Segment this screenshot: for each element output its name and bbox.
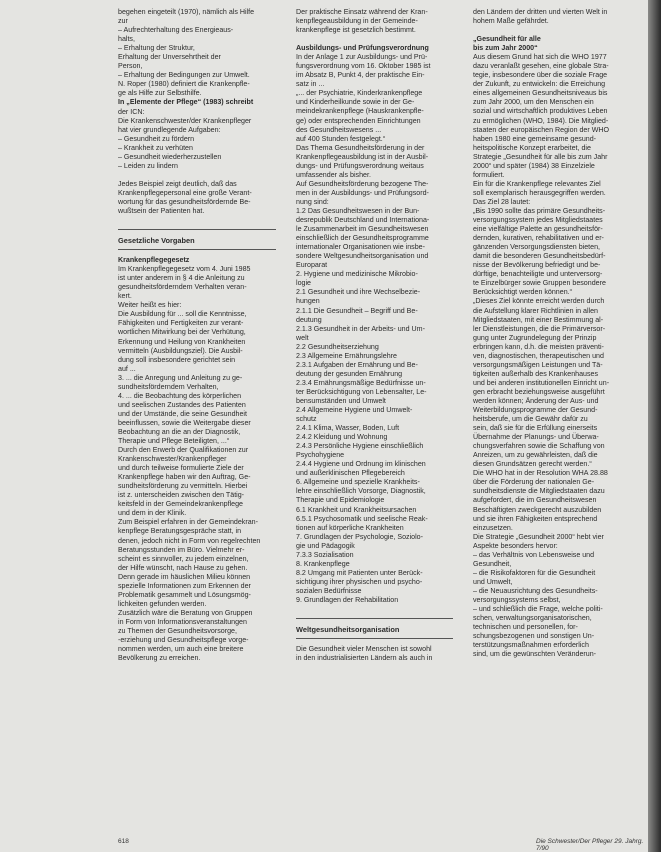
subheading-line: Krankenpflegegesetz bbox=[118, 256, 190, 265]
text-line: 4. ... die Beobachtung des körperlichen bbox=[118, 391, 242, 400]
text-line: 2.4.2 Kleidung und Wohnung bbox=[296, 433, 388, 442]
text-line: in den industrialisierten Ländern als auch in bbox=[296, 654, 433, 663]
text-line: Mitgliedstaaten, mit einer Bestimmung al- bbox=[473, 315, 604, 324]
text-line: hohem Maße gefährdet. bbox=[473, 17, 549, 26]
text-line: – Leiden zu lindern bbox=[118, 161, 178, 170]
section-rule bbox=[118, 249, 276, 250]
text-line: beeinflussen, sowie die Weitergabe dieser bbox=[118, 418, 251, 427]
text-line: Der praktische Einsatz während der Kran- bbox=[296, 8, 428, 16]
text-line: und außerklinischen Pflegebereich bbox=[296, 469, 405, 478]
spacer bbox=[296, 35, 453, 44]
text-line: lehre einschließlich Vorsorge, Diagnostik, bbox=[296, 487, 426, 496]
text-line: nung sind: bbox=[296, 197, 329, 206]
text-line: wußtsein der Patienten hat. bbox=[118, 206, 205, 215]
text-line: hat vier grundlegende Aufgaben: bbox=[118, 125, 221, 134]
text-line: welt bbox=[296, 333, 309, 342]
text-line: 2.3 Allgemeine Ernährungslehre bbox=[296, 351, 397, 360]
text-line: 6. Allgemeine und spezielle Krankheits- bbox=[296, 478, 420, 487]
text-line: Erkennung und Heilung von Krankheiten bbox=[118, 337, 246, 346]
text-line: „Dieses Ziel könnte erreicht werden durch bbox=[473, 297, 605, 306]
text-line: sundheitsdienste die Mitgliedstaaten dazu bbox=[473, 487, 605, 496]
text-line: 2. Hygiene und medizinische Mikrobio- bbox=[296, 270, 418, 279]
text-line: internationaler Organisationen wie insbe- bbox=[296, 243, 425, 252]
text-line: – und schließlich die Frage, welche politi- bbox=[473, 605, 603, 614]
text-line: 2.1 Gesundheit und ihre Wechselbezie- bbox=[296, 288, 421, 297]
text-line: technischen und personellen, for- bbox=[473, 623, 578, 632]
spacer bbox=[118, 171, 276, 180]
text-line: ist unter anderem in § 4 die Anleitung zu bbox=[118, 274, 245, 283]
text-line: Problematik gesammelt und Lösungsmög- bbox=[118, 590, 251, 599]
text-line: Jedes Beispiel zeigt deutlich, daß das bbox=[118, 179, 237, 188]
text-line: zu ermöglichen (WHO, 1984). Die Mitglied- bbox=[473, 116, 609, 125]
text-line: 9. Grundlagen der Rehabilitation bbox=[296, 596, 399, 604]
text-line: 3. ... die Anregung und Anleitung zu ge- bbox=[118, 373, 243, 382]
text-line: N. Roper (1980) definiert die Krankenpfle- bbox=[118, 80, 250, 89]
text-line: Krankenpflegepersonal eine große Verant- bbox=[118, 188, 252, 197]
text-line: lichkeiten gefunden werden. bbox=[118, 599, 207, 608]
text-line: Beratungsstunden im Büro. Vielmehr er- bbox=[118, 545, 245, 554]
text-line: – Erhaltung der Struktur, bbox=[118, 44, 195, 53]
text-line: 1.2 Das Gesundheitswesen in der Bun- bbox=[296, 206, 420, 215]
text-line: erbringen kann, d.h. die meisten präventi- bbox=[473, 342, 604, 351]
text-line: begehen eingeteilt (1970), nämlich als Hilfe bbox=[118, 8, 255, 16]
journal-footer: Die Schwester/Der Pfleger 29. Jahrg. 7/90 bbox=[536, 838, 644, 852]
text-line: spezielle Informationen zum Erkennen der bbox=[118, 581, 251, 590]
text-line: sozial und wirtschaftlich produktives Leben bbox=[473, 107, 608, 116]
text-line: Durch den Erwerb der Qualifikationen zur bbox=[118, 446, 249, 455]
text-line: Krankenschwester/Krankenpfleger bbox=[118, 455, 227, 464]
text-line: schungsbezogenen und sonstigen Un- bbox=[473, 632, 595, 641]
text-line: le Zusammenarbeit im Gesundheitswesen bbox=[296, 225, 429, 234]
text-line: Das Thema Gesundheitsförderung in der bbox=[296, 143, 425, 152]
text-line: dürftige, benachteiligte und unterversorg- bbox=[473, 270, 603, 279]
text-line: zu Themen der Gesundheitsvorsorge, bbox=[118, 627, 237, 635]
text-line: – das Verhältnis von Lebensweise und bbox=[473, 550, 595, 559]
text-line: 2.4.3 Persönliche Hygiene einschließlich bbox=[296, 442, 424, 451]
text-line: – Erhaltung der Bedingungen zur Umwelt. bbox=[118, 71, 250, 80]
text-line: Zusätzlich wäre die Beratung von Gruppen bbox=[118, 608, 253, 617]
text-line: Weiterbildungsprogramme der Gesund- bbox=[473, 406, 598, 415]
text-line: auf ... bbox=[118, 364, 136, 373]
text-line: Person, bbox=[118, 62, 143, 71]
section-rule bbox=[118, 229, 276, 230]
text-line: Weiter heißt es hier: bbox=[118, 301, 182, 310]
text-line: tionen auf körperliche Krankheiten bbox=[296, 523, 404, 532]
section-rule bbox=[296, 638, 453, 639]
text-line: dungs- und Prüfungsverordnung weitaus bbox=[296, 161, 424, 170]
text-line: Die Strategie „Gesundheit 2000“ hebt vier bbox=[473, 532, 604, 541]
text-line: „... der Psychiatrie, Kinderkrankenpflege bbox=[296, 89, 423, 98]
text-line: meindekrankenpflege (Hauskrankenpfle- bbox=[296, 107, 424, 116]
text-line: soll exemplarisch herausgegriffen werden. bbox=[473, 188, 606, 197]
text-line: heitspolitische Konzept erarbeitet, die bbox=[473, 143, 591, 152]
text-line: versorgungsmäßigen Leistungen und Tä- bbox=[473, 360, 603, 369]
section-heading: Weltgesundheitsorganisation bbox=[296, 625, 400, 635]
text-line: scheint es sinnvoller, zu jedem einzelnen, bbox=[118, 554, 249, 563]
text-line: ter Berücksichtigung von Lebensalter, Le- bbox=[296, 387, 427, 396]
text-line: 2.3.1 Aufgaben der Ernährung und Be- bbox=[296, 360, 418, 369]
text-line: 6.1 Krankheit und Krankheitsursachen bbox=[296, 505, 417, 514]
text-line: sichtigung ihrer physischen und psycho- bbox=[296, 577, 423, 586]
text-line: – Gesundheit wiederherzustellen bbox=[118, 152, 222, 161]
text-line: sondere Weltgesundheitsorganisation und bbox=[296, 252, 429, 261]
book-spine-shadow bbox=[648, 0, 661, 852]
text-line: in Form von Informationsveranstaltungen bbox=[118, 617, 247, 626]
text-line: Aus diesem Grund hat sich die WHO 1977 bbox=[473, 53, 607, 62]
text-line: desrepublik Deutschland und Internationa- bbox=[296, 216, 430, 225]
text-line: sein, daß sie für die Erfüllung einerseits bbox=[473, 424, 598, 433]
text-line: 2.3.4 Ernährungsmäßige Bedürfnisse un- bbox=[296, 378, 426, 387]
text-line: sundheitsförderndem Verhalten, bbox=[118, 382, 219, 391]
text-line: und bei anderen institutionellen Einricht un- bbox=[473, 378, 610, 387]
text-line: tegie, insbesondere über die soziale Frage bbox=[473, 71, 608, 80]
text-line: fungsverordnung vom 16. Oktober 1985 ist bbox=[296, 62, 431, 71]
text-line: Die WHO hat in der Resolution WHA 28.88 bbox=[473, 469, 608, 478]
spacer bbox=[296, 605, 453, 614]
spacer bbox=[118, 216, 276, 225]
text-line: heitsberufe, um die Gewähr dafür zu bbox=[473, 415, 588, 424]
text-line: 2.4 Allgemeine Hygiene und Umwelt- bbox=[296, 406, 413, 415]
text-line: zum Jahr 2000, um den Menschen ein bbox=[473, 98, 594, 107]
text-line: Im Krankenpflegegesetz vom 4. Juni 1985 bbox=[118, 265, 251, 274]
text-line: und Umwelt, bbox=[473, 577, 513, 586]
text-line: 2.1.3 Gesundheit in der Arbeits- und Um- bbox=[296, 324, 425, 333]
text-line: schutz bbox=[296, 415, 317, 424]
text-line: 2.2 Gesundheitserziehung bbox=[296, 342, 379, 351]
text-line: deutung der gesunden Ernährung bbox=[296, 369, 403, 378]
text-line: – Krankheit zu verhüten bbox=[118, 143, 193, 152]
text-line: und sie ihren Fähigkeiten entsprechend bbox=[473, 514, 598, 523]
text-line: – Gesundheit zu fördern bbox=[118, 134, 195, 143]
text-line: vermitteln (Ausbildungsziel). Die Ausbil- bbox=[118, 346, 243, 355]
text-line: – Aufrechterhaltung des Energieaus- bbox=[118, 26, 234, 35]
text-line: damit die besonderen Gesundheitsbedürf- bbox=[473, 252, 606, 261]
text-line: und seelischen Zustandes des Patienten bbox=[118, 400, 246, 409]
text-line: halts, bbox=[118, 35, 135, 44]
text-line: gie und Pädagogik bbox=[296, 541, 355, 550]
text-line: Therapie und Pflege Beteiligten, ...“ bbox=[118, 437, 230, 446]
text-line: wortung für das gesundheitsfördernde Be- bbox=[118, 197, 251, 206]
text-line: logie bbox=[296, 279, 311, 288]
text-line: eines allgemeinen Gesundheitsniveaus bis bbox=[473, 89, 608, 98]
text-line: ist z. unterscheiden zwischen den Tätig- bbox=[118, 491, 245, 500]
text-line: Krankenpflegeausbildung ist in der Ausbil- bbox=[296, 152, 429, 161]
text-line: haben 1980 eine gemeinsame gesund- bbox=[473, 134, 597, 143]
text-line: und dem in der Klinik. bbox=[118, 509, 187, 518]
text-line: Fähigkeiten und Fertigkeiten zur verant- bbox=[118, 319, 244, 328]
text-line: 7.3.3 Sozialisation bbox=[296, 550, 354, 559]
subheading-line: In „Elemente der Pflege“ (1983) schreibt bbox=[118, 98, 254, 107]
text-line: Das Ziel 28 lautet: bbox=[473, 197, 531, 206]
text-line: 2.4.4 Hygiene und Ordnung im klinischen bbox=[296, 460, 426, 469]
text-line: Beschäftigten zweckgerecht auszubilden bbox=[473, 505, 602, 514]
text-line: werden können; Änderung der Aus- und bbox=[473, 396, 599, 405]
text-line: Europarat bbox=[296, 261, 328, 270]
text-line: te Einzelbürger sowie Gruppen besondere bbox=[473, 279, 606, 288]
text-line: sozialen Bedürfnisse bbox=[296, 586, 362, 595]
text-line: Zum Beispiel erfahren in der Gemeindekran- bbox=[118, 518, 258, 527]
text-line: 2000“ und später (1984) 38 Einzelziele bbox=[473, 161, 595, 170]
text-line: 8. Krankenpflege bbox=[296, 559, 350, 568]
text-line: Psychohygiene bbox=[296, 451, 345, 460]
text-line: über die Förderung der nationalen Ge- bbox=[473, 478, 595, 487]
text-line: den Ländern der dritten und vierten Welt in bbox=[473, 8, 608, 16]
text-line: „Bis 1990 sollte das primäre Gesundheits- bbox=[473, 206, 606, 215]
text-line: versorgungssystems selbst, bbox=[473, 596, 561, 604]
text-line: formuliert. bbox=[473, 170, 505, 179]
text-line: ge als Hilfe zur Selbsthilfe. bbox=[118, 89, 202, 98]
text-line: deutung bbox=[296, 315, 322, 324]
subheading-line: „Gesundheit für alle bbox=[473, 35, 541, 44]
text-line: Bevölkerung zu erreichen. bbox=[118, 654, 201, 663]
text-line: diesen Grundsätzen gerecht werden.“ bbox=[473, 460, 592, 469]
text-line: sind, um die gewünschten Veränderun- bbox=[473, 650, 597, 659]
text-line: ler Dienstleistungen, die die Primärversor- bbox=[473, 324, 606, 333]
text-line: ven, diagnostischen, therapeutischen und bbox=[473, 351, 604, 360]
text-line: men in der Ausbildungs- und Prüfungsord- bbox=[296, 188, 429, 197]
text-line: staaten der europäischen Region der WHO bbox=[473, 125, 610, 134]
text-line: gänzenden Versorgungsdiensten bieten, bbox=[473, 243, 600, 252]
text-line: 8.2 Umgang mit Patienten unter Berück- bbox=[296, 568, 423, 577]
text-column-middle bbox=[296, 8, 453, 826]
subheading-line: Ausbildungs- und Prüfungsverordnung bbox=[296, 44, 429, 53]
text-line: nommen werden, um auch eine breitere bbox=[118, 645, 244, 654]
text-line: 7. Grundlagen der Psychologie, Soziolo- bbox=[296, 532, 423, 541]
text-line: dung soll insbesondere gerichtet sein bbox=[118, 355, 236, 364]
text-line: gung unter Zugrundelegung der Prinzip bbox=[473, 333, 597, 342]
text-line: Beobachtung an die an der Diagnostik, bbox=[118, 427, 241, 436]
text-line: gesundheitsförderndem Verhalten veran- bbox=[118, 283, 247, 292]
text-line: die Aufstellung klarer Richtlinien in allen bbox=[473, 306, 598, 315]
text-line: zur bbox=[118, 17, 128, 26]
text-line: chungsverfahren sowie die Schaffung von bbox=[473, 442, 605, 451]
text-line: In der Anlage 1 zur Ausbildungs- und Prü- bbox=[296, 53, 428, 62]
text-line: versorgungssystem jedes Mitgliedstaates bbox=[473, 216, 603, 225]
text-line: wortlichen Mitwirkung bei der Verhütung, bbox=[118, 328, 246, 337]
text-line: ge) oder entsprechenden Einrichtungen bbox=[296, 116, 421, 125]
text-line: Die Ausbildung für ... soll die Kenntnisse, bbox=[118, 310, 247, 319]
text-line: gen erbracht beziehungsweise ausgeführt bbox=[473, 387, 605, 396]
text-line: der ICN: bbox=[118, 107, 145, 116]
text-line: Aspekte besonders hervor: bbox=[473, 541, 558, 550]
text-line: schen, verwaltungsorganisatorischen, bbox=[473, 614, 592, 623]
text-line: Ein für die Krankenpflege relevantes Ziel bbox=[473, 179, 601, 188]
text-line: – die Risikofaktoren für die Gesundheit bbox=[473, 568, 596, 577]
text-line: 2.1.1 Die Gesundheit – Begriff und Be- bbox=[296, 306, 418, 315]
text-line: einschließlich der Gesundheitsprogramme bbox=[296, 234, 429, 243]
text-line: eine vielfältige Palette an gesundheitsför- bbox=[473, 225, 603, 234]
text-line: Anreizen, um zu gewährleisten, daß die bbox=[473, 451, 598, 460]
text-line: Auf Gesundheitsförderung bezogene The- bbox=[296, 179, 429, 188]
text-line: des Gesundheitswesens ... bbox=[296, 125, 382, 134]
text-line: und durch teilweise formulierte Ziele der bbox=[118, 464, 244, 473]
text-line: hungen bbox=[296, 297, 320, 306]
text-line: -erziehung und Gesundheitspflege vorge- bbox=[118, 636, 249, 645]
spacer bbox=[473, 26, 633, 35]
text-line: umfassender als bisher. bbox=[296, 170, 371, 179]
text-line: kert. bbox=[118, 292, 132, 301]
text-line: Therapie und Epidemiologie bbox=[296, 496, 385, 505]
text-line: kenpflege Beratungsgespräche statt, in bbox=[118, 527, 242, 536]
text-line: einzusetzen. bbox=[473, 523, 513, 532]
text-line: sundheitsförderung zu vermitteln. Hierbei bbox=[118, 482, 248, 491]
text-line: der Hilfe wünscht, nach Hause zu gehen. bbox=[118, 563, 248, 572]
text-line: der Zukunft, zu entwickeln: die Erreichung bbox=[473, 80, 606, 89]
text-line: Gesundheit, bbox=[473, 559, 512, 568]
text-line: 6.5.1 Psychosomatik und seelische Reak- bbox=[296, 514, 428, 523]
text-line: keitsfeld in der Gemeindekrankenpflege bbox=[118, 500, 244, 509]
subheading-line: bis zum Jahr 2000“ bbox=[473, 44, 538, 53]
text-line: Denn gerade im häuslichen Milieu können bbox=[118, 572, 251, 581]
text-line: tigkeiten außerhalb des Krankenhauses bbox=[473, 369, 599, 378]
text-line: bensumständen und Umwelt bbox=[296, 396, 386, 405]
text-line: auf 400 Stunden festgelegt.“ bbox=[296, 134, 386, 143]
text-line: im Absatz B, Punkt 4, der praktische Ein- bbox=[296, 71, 425, 80]
text-column-left bbox=[118, 8, 276, 826]
text-line: terstützungsmaßnahmen erforderlich bbox=[473, 641, 589, 650]
text-line: und Kinderheilkunde sowie in der Ge- bbox=[296, 98, 415, 107]
text-line: Die Krankenschwester/der Krankenpfleger bbox=[118, 116, 252, 125]
text-line: denen, jedoch nicht in Form von regelrechten bbox=[118, 536, 261, 545]
text-line: Erhaltung der Unversehrtheit der bbox=[118, 53, 221, 62]
text-line: – die Neuausrichtung des Gesundheits- bbox=[473, 586, 598, 595]
text-column-right bbox=[473, 8, 633, 826]
text-line: Krankenpflege haben wir den Auftrag, Ge- bbox=[118, 473, 251, 482]
section-heading: Gesetzliche Vorgaben bbox=[118, 236, 195, 246]
text-line: aufgefordert, die im Gesundheitswesen bbox=[473, 496, 597, 505]
text-line: 2.4.1 Klima, Wasser, Boden, Luft bbox=[296, 424, 400, 433]
section-rule bbox=[296, 618, 453, 619]
text-line: krankenpflege ist gesetzlich bestimmt. bbox=[296, 26, 416, 35]
text-line: und der Umstände, die seine Gesundheit bbox=[118, 409, 247, 418]
text-line: dazu veranlaßt gesehen, eine globale Stra- bbox=[473, 62, 609, 71]
text-line: Übernahme der Planungs- und Überwa- bbox=[473, 433, 599, 442]
text-line: nisse der Bevölkerung befriedigt und be- bbox=[473, 261, 601, 270]
text-line: kenpflegeausbildung in der Gemeinde- bbox=[296, 17, 418, 26]
text-line: satz in ... bbox=[296, 80, 325, 89]
text-line: Berücksichtigt werden können.“ bbox=[473, 288, 572, 297]
text-line: dernden, kurativen, rehabilitativen und er- bbox=[473, 234, 604, 243]
text-line: Strategie „Gesundheit für alle bis zum Jahr bbox=[473, 152, 608, 161]
text-line: Die Gesundheit vieler Menschen ist sowohl bbox=[296, 645, 432, 654]
page-number: 618 bbox=[118, 838, 129, 845]
